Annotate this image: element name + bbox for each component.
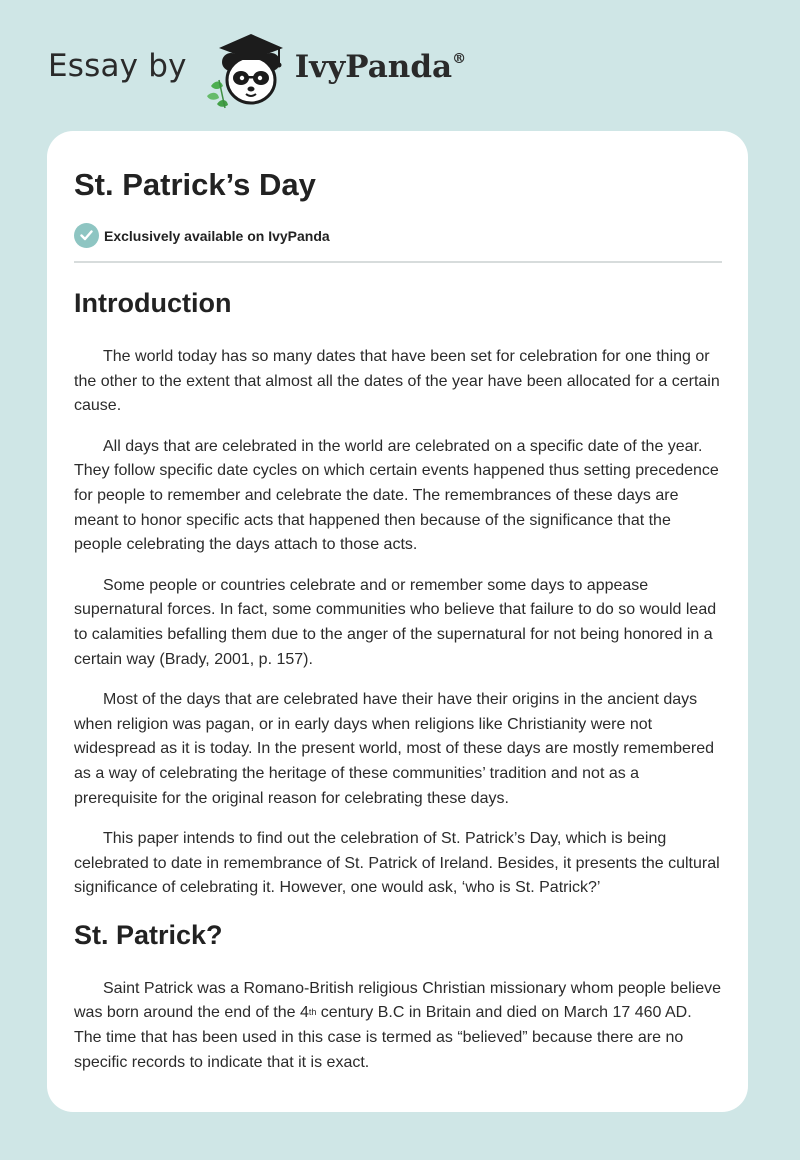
section-heading-st-patrick: St. Patrick? [74, 919, 223, 950]
paragraph-text: Saint Patrick was a Romano-British religious Christian missionary whom people believe was born around the end of the 4 [74, 979, 722, 1022]
paragraph: Some people or countries celebrate and or remember some days to appease supernatural forces. In fact, some communities who believe that failure to do so would lead to calamities befalling them due to the anger of the supernatural for not being honored in a certain way (Brady, 2001, p. 157). [74, 576, 717, 668]
page-title: St. Patrick’s Day [74, 167, 316, 202]
exclusive-badge [74, 223, 722, 248]
paragraph: All days that are celebrated in the world are celebrated on a specific date of the year. They follow specific date cycles on which certain events happened thus setting precedence for people to remember and celebrate the date. The remembrances of these days are meant to honor specific acts that happened then because of the significance that the people celebrating the days attach to those acts. [74, 437, 719, 554]
brand-label: IvyPanda [294, 49, 453, 85]
paragraph: This paper intends to find out the celebration of St. Patrick’s Day, which is being celebrated to date in remembrance of St. Patrick of Ireland. Besides, it presents the cultural significance of celebrating it. However, one would ask, ‘who is St. Patrick?’ [74, 830, 720, 897]
paragraph: Most of the days that are celebrated have their have their origins in the ancient days when religion was pagan, or in early days when religions like Christianity were not widespread as it is today. In the present world, most of these days are mostly remembered as a way of celebrating the heritage of these communities’ tradition and not as a prerequisite for the original reason for celebrating these days. [74, 691, 714, 807]
paragraph [74, 977, 722, 1075]
paragraph-text: century B.C in Britain and died on March 17 460 AD. The time that has been used in this case is termed as “believed” because there are no specific records to indicate that it is exact. [74, 1004, 692, 1071]
essay-card [47, 131, 748, 1112]
panda-graduate-icon[interactable] [201, 28, 293, 112]
paragraph: The world today has so many dates that have been set for celebration for one thing or the other to the extent that almost all the dates of the year have been allocated for a certain cause. [74, 348, 720, 415]
ordinal-suffix: th [308, 1007, 317, 1018]
check-icon [74, 223, 99, 248]
brand-name[interactable] [295, 49, 466, 85]
essay-by-label: Essay by [48, 48, 187, 84]
exclusive-label: Exclusively available on IvyPanda [104, 227, 330, 244]
divider [74, 261, 722, 263]
section-heading-introduction: Introduction [74, 288, 232, 318]
site-header [48, 28, 466, 112]
registered-mark: ® [452, 51, 467, 67]
